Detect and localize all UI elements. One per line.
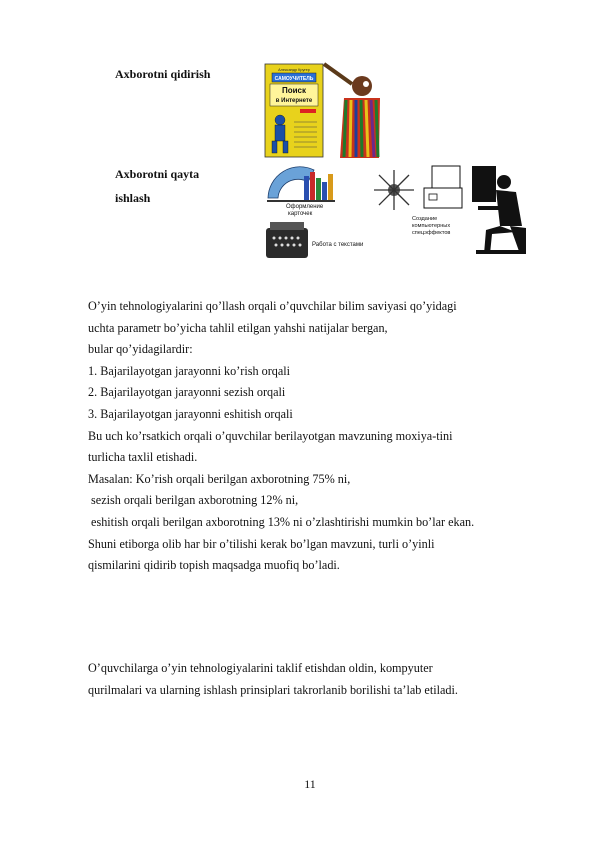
text-line: qismilarini qidirib topish maqsadga muofiq bo’ladi.: [88, 558, 340, 573]
typewriter-image: [266, 222, 363, 258]
text-line: uchta parametr bo’yicha tahlil etilgan yahshi natijalar bergan,: [88, 320, 388, 335]
heading-reprocess: [115, 162, 199, 210]
svg-text:в Интернете: в Интернете: [275, 98, 313, 104]
gauge-books-image: [267, 167, 335, 217]
heading-reprocess-line2: ishlash: [115, 191, 151, 205]
svg-text:Работа с текстами: Работа с текстами: [312, 242, 364, 248]
text-line: Masalan: Ko’rish orqali berilgan axborotning 75% ni,: [88, 471, 351, 486]
text-line: eshitish orqali berilgan axborotning 13% ni o’zlashtirishi mumkin bo’lar ekan.: [88, 514, 475, 529]
list-item: 2. Bajarilayotgan jarayonni sezish orqali: [88, 385, 286, 400]
heading-search: Axborotni qidirish: [115, 67, 211, 81]
search-illustration: [262, 62, 382, 160]
text-line: O’quvchilarga o’yin tehnologiyalarini taklif etishdan oldin, kompyuter: [88, 661, 433, 675]
book-cover-image: [265, 64, 323, 157]
text-line: Bu uch ko’rsatkich orqali o’quvchilar berilayotgan mavzuning moxiya-tini: [88, 428, 453, 443]
svg-text:карточек: карточек: [288, 211, 313, 217]
svg-text:Александр Кругер: Александр Кругер: [278, 68, 310, 72]
svg-text:Создание: Создание: [412, 216, 438, 222]
heading-reprocess-line1: Axborotni qayta: [115, 167, 200, 181]
text-line: Shuni etiborga olib har bir o’tilishi kerak bo’lgan mavzuni, turli o’yinli: [88, 536, 435, 551]
svg-text:САМОУЧИТЕЛЬ: САМОУЧИТЕЛЬ: [274, 76, 314, 82]
svg-text:спецэффектов: спецэффектов: [412, 230, 451, 236]
text-line: turlicha taxlil etishadi.: [88, 450, 198, 465]
list-item: 3. Bajarilayotgan jarayonni eshitish orqali: [88, 406, 293, 421]
page-number: 11: [304, 777, 316, 791]
processing-illustration: [264, 162, 528, 272]
list-item: 1. Bajarilayotgan jarayonni ko’rish orqali: [88, 363, 291, 378]
svg-text:Оформление: Оформление: [286, 204, 324, 210]
second-paragraph: [88, 658, 458, 701]
svg-text:Поиск: Поиск: [281, 86, 307, 95]
text-line: O’yin tehnologiyalarini qo’llash orqali o’quvchilar bilim saviyasi qo’yidagi: [88, 299, 457, 313]
computer-user-image: [412, 166, 526, 254]
text-line: bular qo’yidagilardir:: [88, 342, 193, 357]
main-paragraph: [88, 296, 474, 577]
svg-text:компьютерных: компьютерных: [412, 223, 451, 229]
telescope-figure-image: [324, 64, 380, 158]
text-line: qurilmalari va ularning ishlash prinsiplari takrorlanib borilishi ta’lab etiladi.: [88, 682, 458, 697]
starburst-image: [374, 170, 414, 210]
text-line: sezish orqali berilgan axborotning 12% ni,: [88, 493, 299, 508]
